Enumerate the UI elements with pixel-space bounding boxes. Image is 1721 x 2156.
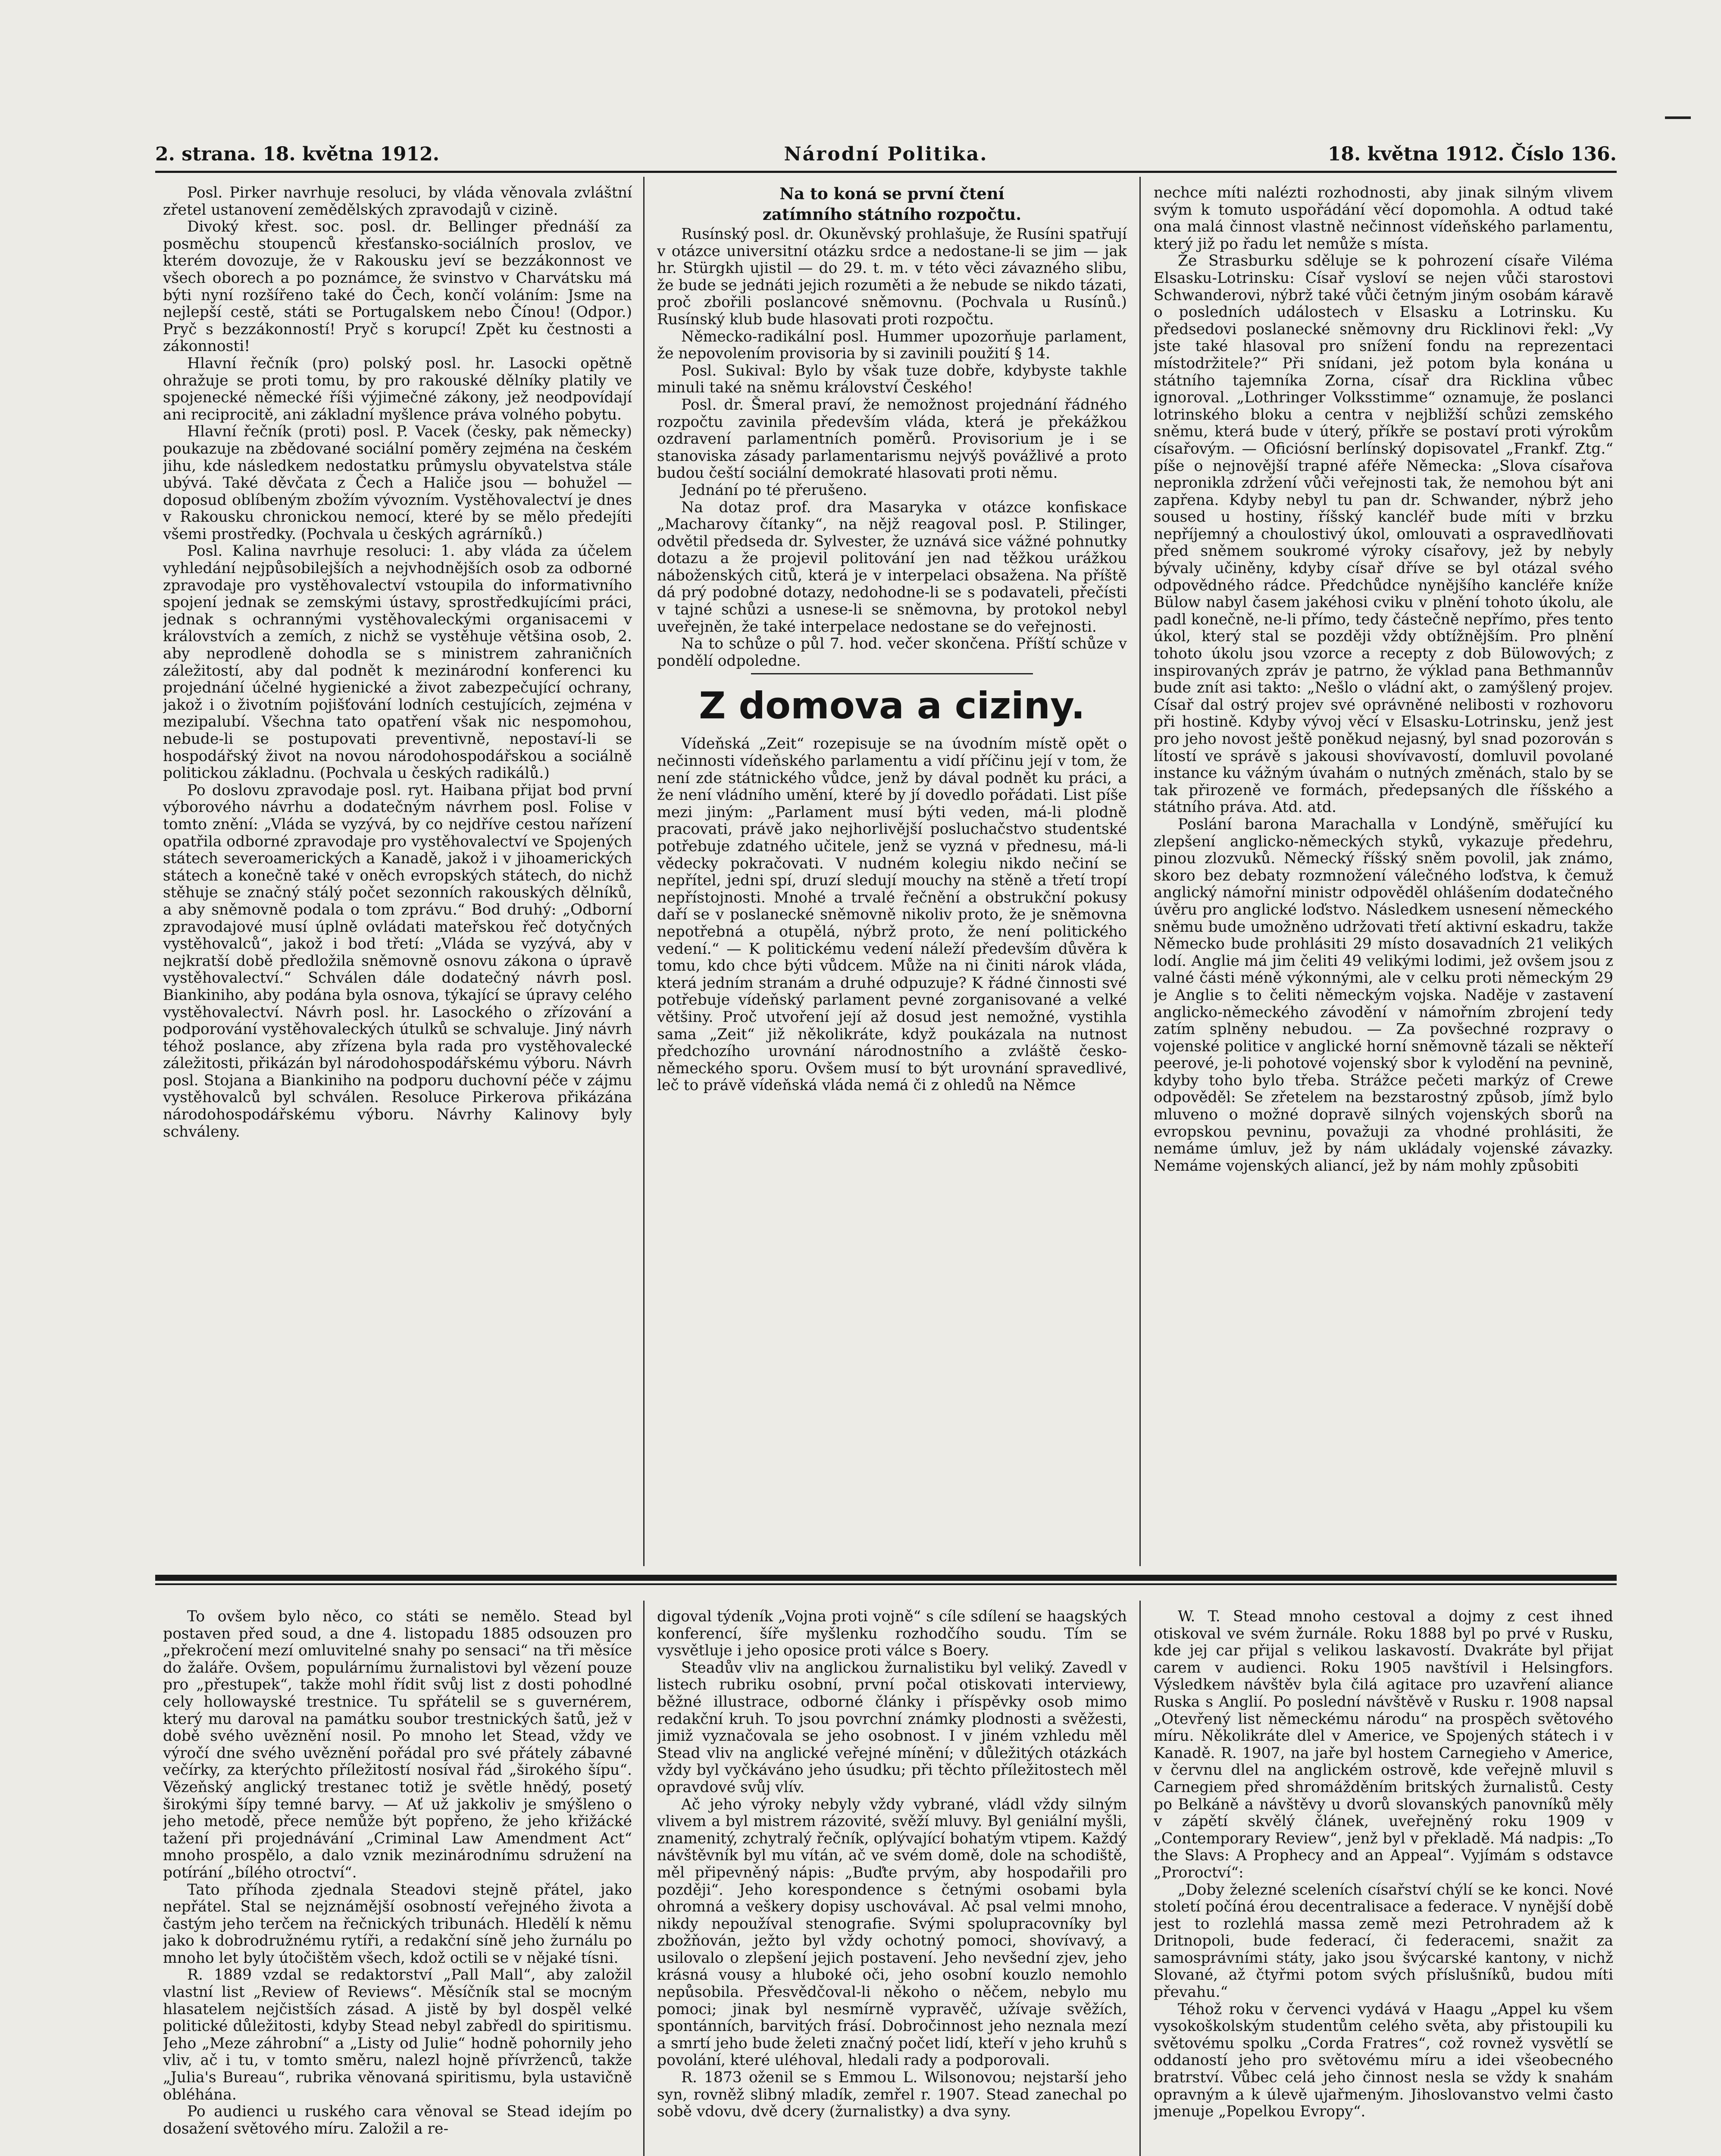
section-title: Z domova a ciziny. (699, 684, 1085, 728)
page-header (155, 141, 1617, 173)
paragraph: Ač jeho výroky nebyly vždy vybrané, vládl vždy silným vlivem a byl mistrem rázovité, svěží mluvy. Byl geniální myšli, znamenitý, zchytralý řečník, oplývající bohatým vtipem. Každý návštěvník byl mu vítán, ač ve svém domě, dole na schodiště, měl připevněný nápis: „Buďte prvým, aby hospodařili pro později“. Jeho korespondence s četnými osobami byla ohromná a veškery dopisy uschovával. Ač psal velmi mnoho, nikdy nepoužíval stenografie. Svými spolupracovníky byl zbožňován, ježto byl vždy ochotný pomoci, shovívavý, a usilovalo o zlepšení jejich postavení. Jeho nevšední zjev, jeho krásná vousy a hluboké oči, jeho osobní kouzlo nemohlo nepůsobila. Přesvědčoval-li někoho o něčem, nebylo mu pomoci; jinak byl nesmírně vypravěč, užívaje svěžích, spontánních, barvitých frásí. Dobročinnost jeho neznala mezí a smrtí jeho bude želeti značný počet lidí, kteří v jeho kruhů s povolání, které uléhoval, hledali rady a podporovali. (657, 1796, 1127, 2069)
column-rule (643, 1601, 645, 2156)
paragraph: Posl. Kalina navrhuje resoluci: 1. aby vláda za účelem vyhledání nejpůsobilejších a nejvhodnějších osob za odborné zpravodaje pro vystěhovalectví vstoupila do informativního spojení jednak se zemskými ústavy, sprostředkujícími práci, jednak s ochrannými vystěhovaleckými organisacemi v královstvích a zemích, z nichž se vystěhuje většina osob, 2. aby neprodleně dohodla se s ministrem zahraničních záležitostí, aby dal podnět k mezinárodní konferenci ku projednání účelné hygienické a život zabezpečující ochrany, jakož i o životním pojišťování lodních cestujících, zejména v mezipalubí. Všechna tato opatření však nic nespomohou, nebude-li se postupovati preventivně, nepostaví-li se hospodářský život na novou národohospodářskou a sociálně politickou základnu. (Pochvala u českých radikálů.) (163, 542, 632, 782)
paragraph: Vídeňská „Zeit“ rozepisuje se na úvodním místě opět o nečinnosti vídeňského parlamentu a vidí příčinu její v tom, že není zde státnického vůdce, jenž by dával podnět ku práci, a že není vládního umění, které by jí dovedlo pořádati. List píše mezi jiným: „Parlament musí býti veden, má-li plodně pracovati, právě jako nejhorlivější posluchačstvo studentské potřebuje zdatného učitele, jenž se vyzná v přednesu, má-li vědecky pokračovati. V nudném kolegiu nikdo nečiní se nepřítel, jedni spí, druzí sledují mouchy na stěně a třetí tropí nepřístojnosti. Mnohé a trvalé řečnění a obstrukční pokusy daří se v poslanecké sněmovně nikoliv proto, že je sněmovna nepotřebná a otupělá, nýbrž proto, že není politického vedení.“ — K politickému vedení náleží především důvěra k tomu, kdo chce býti vůdcem. Může na ni činiti nárok vláda, která jedním stranám a druhé odpuzuje? K řádné činnosti své potřebuje vídeňský parlament pevné zorganisované a velké většiny. Proč utvoření její až dosud jest nemožné, vystihla sama „Zeit“ již několikráte, když poukázala na nutnost předchozího urovnání národnostního a zvláště česko-německého sporu. Ovšem musí to být urovnání spravedlivé, leč to právě vídeňská vláda nemá či z ohledů na Němce (657, 735, 1127, 1094)
paragraph: Divoký křest. soc. posl. dr. Bellinger přednáší za posměchu stoupenců křesťansko-sociálních proslov, ve kterém dovozuje, že v Rakousku jeví se bezzákonnost ve všech oborech a po poznámce, že svinstvo v Charvátsku má býti nyní rozšířeno také do Čech, končí voláním: Jsme na nejlepší cestě, státi se Portugalskem nebo Čínou! (Odpor.) Pryč s bezzákonností! Pryč s korupcí! Zpět ku čestnosti a zákonnosti! (163, 218, 632, 355)
column-budget-reading (657, 185, 1127, 1564)
paragraph: Na to schůze o půl 7. hod. večer skončena. Příští schůze v pondělí odpoledne. (657, 635, 1127, 670)
paragraph: Steadův vliv na anglickou žurnalistiku byl veliký. Zavedl v listech rubriku osobní, první počal otiskovati interviewy, běžné illustrace, odborné články i příspěvky osob mimo redakční kruh. To jsou povrchní známky plodnosti a svěžesti, jimiž vyznačovala se jeho osobnost. I v jiném vzhledu měl Stead vliv na anglické veřejné mínění; v důležitých otázkách vždy byl vyčkáváno jeho úsudku; při těchto příležitostech měl opravdové svůj vlív. (657, 1659, 1127, 1796)
paragraph: R. 1889 vzdal se redaktorství „Pall Mall“, aby založil vlastní list „Review of Reviews“. Měsíčník stal se mocným hlasatelem nejčistších zásad. A jistě by byl dospěl velké politické důležitosti, kdyby Stead nebyl zabředl do spiritismu. Jeho „Meze záhrobní“ a „Listy od Julie“ hodně pohornily jeho vliv, ač i tu, v tomto směru, nalezl hojně přívrženců, takže „Julia's Bureau“, rubrika věnovaná spiritismu, byla ustavičně obléhána. (163, 1966, 632, 2103)
column-foreign-news (1154, 185, 1613, 1564)
header-date-left: 2. strana. 18. května 1912. (155, 143, 440, 165)
paragraph: digoval týdeník „Vojna proti vojně“ s cíle sdílení se haagských konferencí, šíře myšlenku rozhodčího soudu. Tím se vysvětluje i jeho oposice proti válce s Boery. (657, 1608, 1127, 1660)
section-heading: zatímního státního rozpočtu. (762, 205, 1022, 224)
paragraph: Hlavní řečník (pro) polský posl. hr. Lasocki opětně ohražuje se proti tomu, by pro rakouské dělníky platily ve spojenecké německé říši výjimečné zákony, jež neodpovídají ani reciprocitě, ani základní myšlence práva volného pobytu. (163, 354, 632, 423)
paragraph: Tato příhoda zjednala Steadovi stejně přátel, jako nepřátel. Stal se nejznámější osobností veřejného života a častým jeho terčem na řečnických tribunách. Hledělí k němu jako k dobrodružnému rytíři, a redakční síně jeho žurnálu po mnoho let byly útočištěm všech, kdož octili se v nějaké tísni. (163, 1881, 632, 1967)
paragraph: To ovšem bylo něco, co státi se nemělo. Stead byl postaven před soud, a dne 4. listopadu 1885 odsouzen pro „překročení mezí omluvitelné snahy po sensaci“ na tři měsíce do žaláře. Ovšem, populárnímu žurnalistovi byl vězení pouze pro „přestupek“, takže mohl řídit svůj list z dosti pohodlné cely hollowayské trestnice. Tu spřátelil se s guvernérem, který mu daroval na památku soubor trestnických šatů, jež v době svého uvěznění nosil. Po mnoho let Stead, vždy ve výročí dne svého uvěznění pořádal pro své přátely zábavné večírky, za kterýchto příležitostí nosíval řád „širokého šípu“. Vězeňský anglický trestanec totiž je světle hnědý, posetý širokými šípy temné barvy. — Ať už jakkoliv je smýšleno o jeho metodě, přece nemůže být popřeno, že jeho křižácké tažení při projednávání „Criminal Law Amendment Act“ mnoho prospělo, a dalo vznik mezinárodnímu sdružení na potírání „bílého otroctví“. (163, 1608, 632, 1881)
column-feuilleton-3 (1154, 1608, 1613, 2156)
paragraph: R. 1873 oženil se s Emmou L. Wilsonovou; nejstarší jeho syn, rovněž slibný mladík, zemřel r. 1907. Stead zanechal po sobě vdovu, dvě dcery (žurnalistky) a dva syny. (657, 2069, 1127, 2121)
divider (751, 673, 1033, 674)
paragraph: Po audienci u ruského cara věnoval se Stead idejím po dosažení světového míru. Založil a re- (163, 2103, 632, 2137)
paragraph: Posl. Sukival: Bylo by však tuze dobře, kdybyste takhle minuli také na sněmu království Českého! (657, 362, 1127, 397)
paragraph: Německo-radikální posl. Hummer upozorňuje parlament, že nepovolením provisoria by si zavinili použití § 14. (657, 328, 1127, 363)
column-feuilleton-2 (657, 1608, 1127, 2156)
paragraph: Téhož roku v červenci vydává v Haagu „Appel ku všem vysokoškolským studentům celého světa, aby přistoupili ku světovému spolku „Corda Fratres“, což rovnež vysvětlí se oddaností jeho pro světovému míru a idei všeobecného bratrství. Vůbec celá jeho činnost nesla se vždy k snahám opravným a k úlevě ujařmeným. Jihoslovanstvo velmi často jmenuje „Popelkou Evropy“. (1154, 2000, 1613, 2121)
paragraph: Jednání po té přerušeno. (681, 481, 867, 499)
column-feuilleton-1 (163, 1608, 632, 2156)
feuilleton-divider (155, 1575, 1617, 1586)
column-rule (643, 177, 645, 1566)
paragraph: „Doby železné sceleních císařství chýlí se ke konci. Nové století počíná érou decentralisace a federace. V nynější době jest to rozlehlá massa země mezi Petrohradem až k Dritnopoli, bude federací, či federacemi, snažit za samosprávními státy, jako jsou švýcarské kantony, v nichž Slované, až čtyřmi potom svých příslušníků, budou míti převahu.“ (1154, 1881, 1613, 2001)
column-rule (1139, 177, 1141, 1566)
corner-mark (1665, 116, 1691, 119)
paragraph: Po doslovu zpravodaje posl. ryt. Haibana přijat bod první výborového návrhu a dodatečným návrhem posl. Folise v tomto znění: „Vláda se vyzývá, by co nejdříve cestou nařízení opatřila odborné zpravodaje pro vystěhovalectví ve Spojených státech severoamerických a Kanadě, jakož i v jihoamerických státech a konečně také v oněch evropských státech, do nichž stěhuje se značný stálý počet sezonních rakouských dělníků, a aby sněmovně podala o tom zprávu.“ Bod druhý: „Odborní zpravodajové musí úplně ovládati mateřskou řeč dotyčných vystěhovalců“, jakož i bod třetí: „Vláda se vyzývá, aby v nejkratší době předložila sněmovně osnovu zákona o úpravě vystěhovalectví.“ Schválen dále dodatečný návrh posl. Biankiniho, aby podána byla osnova, týkající se úpravy celého vystěhovalectví. Návrh posl. hr. Lasockého o zřízování a podporování vystěhovaleckých útulků se schvaluje. Jiný návrh téhož poslance, aby zřízena byla rada pro vystěhovalecké záležitosti, přikázán byl národohospodářskému výboru. Návrh posl. Stojana a Biankiniho na podporu duchovní péče v zájmu vystěhovalců byl schválen. Resoluce Pirkerova přikázána národohospodářskému výboru. Návrhy Kalinovy byly schváleny. (163, 781, 632, 1141)
column-parliament-report (163, 185, 632, 1564)
paragraph: Posl. dr. Šmeral praví, že nemožnost projednání řádného rozpočtu zavinila především vláda, která je překážkou ozdravení parlamentních poměrů. Provisorium je i se stanoviska zásady parlamentarismu nejvýš povážlivé a proto budou čeští sociální demokraté hlasovati proti němu. (657, 396, 1127, 482)
masthead-title: Národní Politika. (784, 143, 988, 165)
paragraph: W. T. Stead mnoho cestoval a dojmy z cest ihned otiskoval ve svém žurnále. Roku 1888 byl po prvé v Rusku, kde jej car přijal s velikou laskavostí. Dvakráte byl přijat carem v audienci. Roku 1905 navštívil i Helsingfors. Výsledkem návštěv byla čilá agitace pro uzavření aliance Ruska s Anglií. Po poslední návštěvě v Rusku r. 1908 napsal „Otevřený list německému národu“ na prospěch světového míru. Několikráte dlel v Americe, ve Spojených státech i v Kanadě. R. 1907, na jaře byl hostem Carnegieho v Americe, v červnu dlel na anglickém ostrově, kde veřejně mluvil s Carnegiem před shromážděním britských žurnalistů. Cesty po Belkáně a návštěvy u dvorů slovanských panovníků měly v zápětí skvělý článek, uveřejněný roku 1909 v „Contemporary Review“, jenž byl v překladě. Má nadpis: „To the Slavs: A Prophecy and an Appeal“. Vyjímám s odstavce „Proroctví“: (1154, 1608, 1613, 1881)
column-rule (1139, 1601, 1141, 2156)
header-date-right: 18. května 1912. Číslo 136. (1327, 143, 1617, 165)
paragraph: nechce míti nalézti rozhodnosti, aby jinak silným vlivem svým k tomuto uspořádání věcí dopomohla. A odtud také ona malá činnost vlastně nečinnost vídeňského parlamentu, který již po řadu let nemůže s místa. (1154, 185, 1613, 253)
paragraph: Na dotaz prof. dra Masaryka v otázce konfiskace „Macharovy čítanky“, na nějž reagoval posl. P. Stilinger, odvětil předseda dr. Sylvester, že uznává sice vážné pohnutky dotazu a že projevil politování jen nad těžkou urážkou náboženských citů, která je v interpelaci obsažena. Na příště dá prý podobné dotazy, nedohodne-li se s podavateli, přečísti v tajné schůzi a usnese-li se sněmovna, by protokol nebyl uveřejněn, že také interpelace nedostane se do veřejnosti. (657, 498, 1127, 636)
paragraph: Že Strasburku sděluje se k pohrození císaře Viléma Elsasku-Lotrinsku: Císař vysloví se nejen vůči starostovi Schwanderovi, nýbrž také vůči četným jiným osobám káravě o posledních událostech v Elsasku a Lotrinsku. Ku předsedovi poslanecké sněmovny dru Ricklinovi řekl: „Vy jste také hlasoval pro snížení fondu na reprezentaci místodržitele?“ Při snídani, jež potom byla konána u státního tajemníka Zorna, císař dra Ricklina vůbec ignoroval. „Lothringer Volksstimme“ oznamuje, že poslanci lotrinského bloku a centra v nejbližší schůzi zemského sněmu, která bude v úterý, příkře se postaví proti výrokům císařovým. — Oficiósní berlínský dopisovatel „Frankf. Ztg.“ píše o nejnovější trapné aféře Německa: „Slova císařova nepronikla zdržení vůči veřejnosti tak, že nemohou být ani zapřena. Kdyby nebyl tu pan dr. Schwander, nýbrž jeho soused u hostiny, říšský kancléř bude míti v brzku nepříjemný a choulostivý úkol, omlouvati a ospravedlňovati před sněmem soukromé výroky císařovy, jež by nebyly bývaly učiněny, kdyby císař dříve se byl otázal svého odpovědného rádce. Předchůdce nynějšího kancléře kníže Bülow nabyl časem jakéhosi cviku v plnění tohoto úkolu, ale padl konečně, ne-li přímo, tedy částečně nepřímo, přes tento úkol, který stal se později vždy obtížnějším. Pro plnění tohoto úkolu jsou vzorce a recepty z dob Bülowových; z inspirovaných zpráv je patrno, že výklad pana Bethmannův bude znít asi takto: „Nešlo o vládní akt, o zamýšlený projev. Císař dal ostrý projev své oprávněné nelibosti v rozhovoru při hostině. Kdyby vývoj věcí v Elsasku-Lotrinsku, jenž jest pro jeho novost ještě poněkud nejasný, byl snad pozorován s lítostí ve správě s jakousi shovívavostí, domluvil povolané instance ku vážným úvahám o nutných změnách, stalo by se tak přirozeně ve formách, předepsaných dle říšského a státního práva. Atd. atd. (1154, 252, 1613, 816)
section-heading: Na to koná se první čtení (779, 185, 1004, 203)
paragraph: Posl. Pirker navrhuje resoluci, by vláda věnovala zvláštní zřetel ustanovení zemědělských zpravodajů v cizině. (163, 185, 632, 219)
paragraph: Rusínský posl. dr. Okuněvský prohlašuje, že Rusíni spatřují v otázce universitní otázku srdce a nedostane-li se jim — jak hr. Stürgkh ujistil — do 29. t. m. v této věci závazného slibu, že bude se jednáti jejich rozuměti a že nebude se nikdo tázati, proč zbořili poslancové sněmovnu. (Pochvala u Rusínů.) Rusínský klub bude hlasovati proti rozpočtu. (657, 226, 1127, 328)
paragraph: Poslání barona Marachalla v Londýně, směřující ku zlepšení anglicko-německých styků, vykazuje předehru, pinou zlozvuků. Německý říšský sněm povolil, jak známo, skoro bez debaty rozmnožení válečného loďstva, k čemuž anglický námořní ministr odpověděl ohlášením dodatečného úvěru pro anglické loďstvo. Následkem usnesení německého sněmu bude umožněno udržovati třetí aktivní eskadru, takže Německo bude prohlásiti 29 místo dosavadních 21 velikých lodí. Anglie má jim čeliti 49 velikými lodimi, jež ovšem jsou z valné části méně výkonnými, ale v celku proti německým 29 je Anglie s to čeliti německým vojska. Naděje v zastavení anglicko-německého závodění v námořním zbrojení tedy zatím splněny nebudou. — Za povšechné rozpravy o vojenské politice v anglické horní sněmovně tázali se někteří peerové, je-li pohotové vojenský sbor k vylodění na pevnině, kdyby toho bylo třeba. Strážce pečeti markýz of Crewe odpověděl: Se zřetelem na bezstarostný způsob, jímž bylo mluveno o možné dopravě silných vojenských sborů na evropskou pevninu, považuji za vhodné prohlásiti, že nemáme úmluv, jež by nám ukládaly vojenské závazky. Nemáme vojenských aliancí, jež by nám mohly způsobiti (1154, 815, 1613, 1175)
paragraph: Hlavní řečník (proti) posl. P. Vacek (česky, pak německy) poukazuje na zbědované sociální poměry zejména na českém jihu, kde následkem nedostatku průmyslu obyvatelstva stále ubývá. Také děvčata z Čech a Haliče jsou — bohužel — doposud oblíbeným zbožím vývozním. Vystěhovalectví je dnes v Rakousku chronickou nemocí, které by se mělo předejíti všemi prostředky. (Pochvala u českých agrárníků.) (163, 423, 632, 543)
